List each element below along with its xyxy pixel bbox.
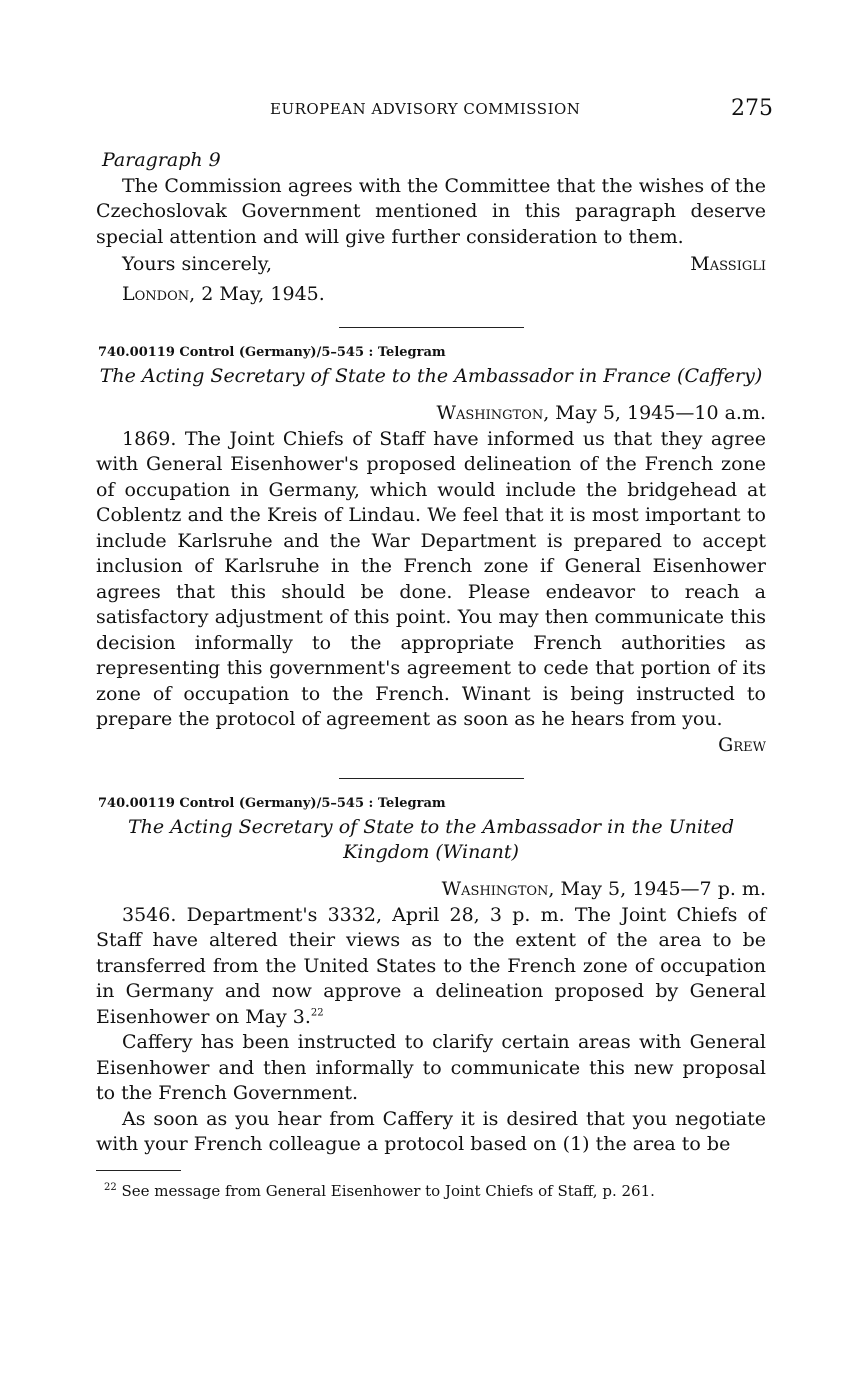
- document-title-line: The Acting Secretary of State to the Ambassador in the United: [127, 816, 735, 838]
- running-head: EUROPEAN ADVISORY COMMISSION: [270, 100, 581, 118]
- dateline-place: Washington: [436, 402, 544, 424]
- telegram-3546-text: 3546. Department's 3332, April 28, 3 p. m. The Joint Chiefs of Staff have altered their views as to the extent of the area to be transferred from the United States to the French zone of occupation in Germany and now approve a delineation proposed by General Eisenhower on May 3.: [96, 903, 766, 1028]
- dateline-date: , May 5, 1945—7 p. m.: [548, 878, 766, 900]
- footnote-reference: 22: [310, 1007, 324, 1019]
- paragraph-9-body: The Commission agrees with the Committee that the wishes of the Czechoslovak Government mentioned in this paragraph deserve special attention and will give further consideration to them.: [96, 174, 766, 248]
- dateline-washington: [96, 401, 766, 427]
- footnote-mark: 22: [104, 1181, 117, 1193]
- section-divider: [339, 778, 524, 779]
- closing: Yours sincerely,: [122, 253, 273, 275]
- document-title-line: Kingdom (Winant): [343, 841, 519, 863]
- paragraph-heading: Paragraph 9: [102, 149, 221, 171]
- dateline-date: , May 5, 1945—10 a.m.: [543, 402, 766, 424]
- page-number: 275: [731, 96, 773, 121]
- dateline-washington: [96, 877, 766, 903]
- telegram-3546-paragraph: As soon as you hear from Caffery it is desired that you negotiate with your French colleague a protocol based on (1) the area to be: [96, 1107, 766, 1155]
- dateline-london: [96, 282, 766, 308]
- signoff-row: [96, 252, 766, 278]
- signature-massigli: Massigli: [690, 253, 766, 275]
- document-reference: 740.00119 Control (Germany)/5–545 : Telegram: [98, 796, 446, 811]
- telegram-1869-body: 1869. The Joint Chiefs of Staff have informed us that they agree with General Eisenhower's proposed delineation of the French zone of occupation in Germany, which would include the bridgehead at Coblentz and the Kreis of Lindau. We feel that it is most important to include Karlsruhe and the War Department is prepared to accept inclusion of Karlsruhe in the French zone if General Eisenhower agrees that this should be done. Please endeavor to reach a satisfactory adjustment of this point. You may then communicate this decision informally to the appropriate French authorities as representing this government's agreement to cede that portion of its zone of occupation to the French. Winant is being instructed to prepare the protocol of agreement as soon as he hears from you.: [96, 427, 766, 730]
- footnote-text: See message from General Eisenhower to Joint Chiefs of Staff, p. 261.: [116, 1181, 655, 1200]
- section-divider: [339, 327, 524, 328]
- footnote: [96, 1181, 766, 1201]
- dateline-place: Washington: [441, 878, 549, 900]
- document-title: The Acting Secretary of State to the Ambassador in France (Caffery): [99, 365, 763, 387]
- page-content: [96, 148, 766, 1201]
- document-title: [96, 815, 766, 865]
- telegram-3546-body: [96, 903, 766, 1031]
- dateline-date: , 2 May, 1945.: [189, 282, 325, 305]
- dateline-place: London: [122, 282, 190, 305]
- document-reference: 740.00119 Control (Germany)/5–545 : Telegram: [98, 345, 446, 360]
- telegram-3546-paragraph: Caffery has been instructed to clarify certain areas with General Eisenhower and then informally to communicate this new proposal to the French Government.: [96, 1031, 766, 1104]
- footnote-divider: [96, 1170, 181, 1171]
- signature-grew: Grew: [718, 733, 766, 756]
